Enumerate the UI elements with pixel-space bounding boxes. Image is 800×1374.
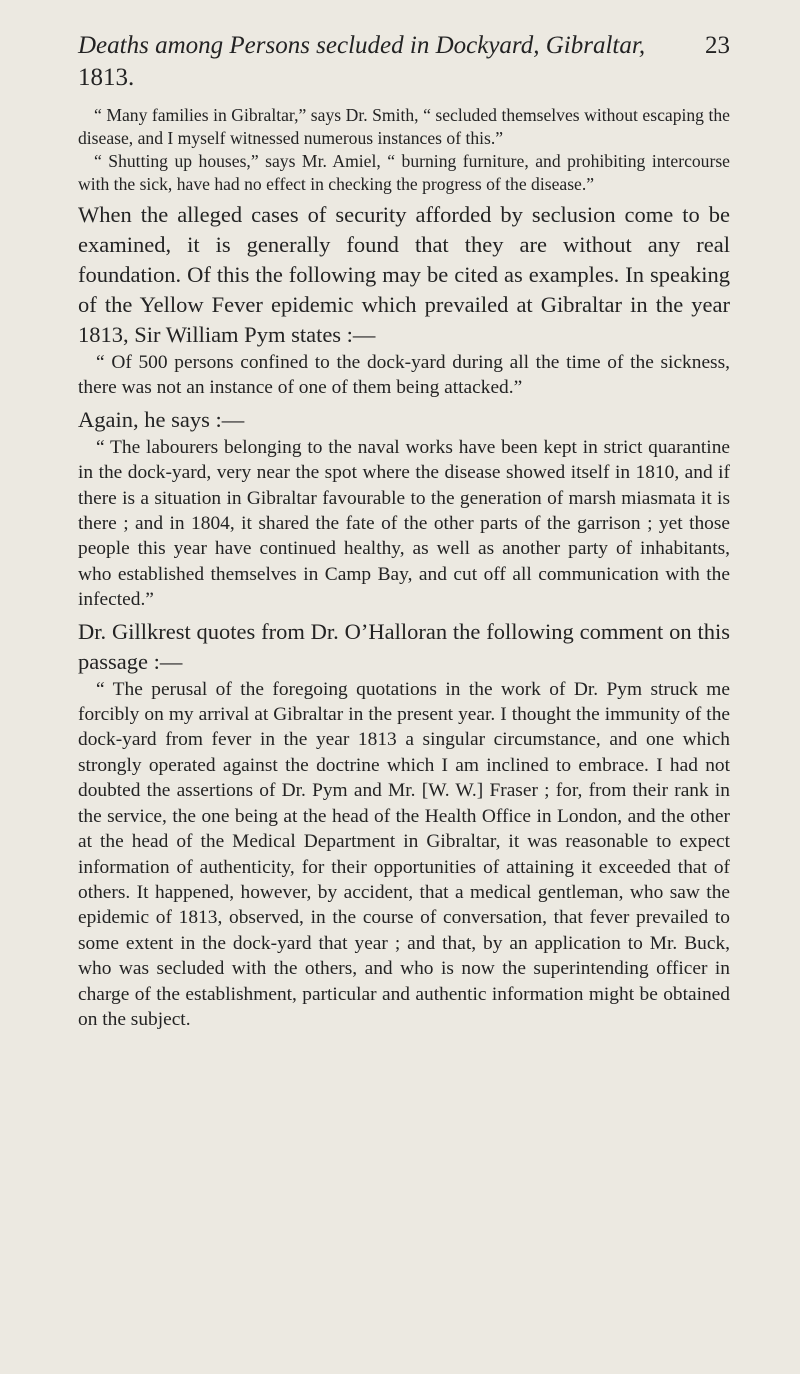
page-number: 23 <box>705 32 730 59</box>
running-header <box>78 30 730 94</box>
body-paragraph-seclusion: When the alleged cases of security afforded by seclusion come to be examined, it is generally found that they are without any real foundation. Of this the following may be cited as examples. In speaking of the Yellow Fever epidemic which prevailed at Gibraltar in the year 1813, Sir William Pym states :— <box>78 202 730 347</box>
quote-smith: “ Many families in Gibraltar,” says Dr. Smith, “ secluded themselves without escaping the disease, and I myself witnessed numerous instances of this.” <box>78 105 730 148</box>
quote-amiel: “ Shutting up houses,” says Mr. Amiel, “ burning furniture, and prohibiting intercourse with the sick, have had no effect in checking the progress of the disease.” <box>78 151 730 194</box>
running-title: Deaths among Persons secluded in Dockyard, Gibraltar, <box>78 32 646 59</box>
body-paragraph-gillkrest: Dr. Gillkrest quotes from Dr. O’Halloran the following comment on this passage :— <box>78 618 730 674</box>
quote-pym-labourers: “ The labourers belonging to the naval works have been kept in strict quarantine in the dock-yard, very near the spot where the disease showed itself in 1810, and if there is a situation in Gibraltar favourable to the generation of marsh miasmata it is there ; and in 1804, it shared the fate of the other parts of the garrison ; yet those people this year have continued healthy, as well as another party of inhabitants, who established themselves in Camp Bay, and cut off all communication with the infected.” <box>78 436 730 611</box>
quote-pym-500-persons: “ Of 500 persons confined to the dock-yard during all the time of the sickness, there was not an instance of one of them being attacked.” <box>78 352 730 399</box>
body-paragraph-again: Again, he says :— <box>78 406 245 432</box>
quote-ohalloran: “ The perusal of the foregoing quotations in the work of Dr. Pym struck me forcibly on my arrival at Gibraltar in the present year. I thought the immunity of the dock-yard from fever in the year 1813 a singular circumstance, and one which strongly operated against the doctrine which I am inclined to embrace. I had not doubted the assertions of Dr. Pym and Mr. [W. W.] Fraser ; for, from their rank in the service, the one being at the head of the Health Office in London, and the other at the head of the Medical Department in Gibraltar, it was reasonable to expect information of authenticity, for their opportunities of attaining it exceeded that of others. It happened, however, by accident, that a medical gentleman, who saw the epidemic of 1813, observed, in the course of conversation, that fever prevailed to some extent in the dock-yard that year ; and that, by an application to Mr. Buck, who was secluded with the others, and who is now the superintending officer in charge of the establishment, particular and authentic information might be obtained on the subject. <box>78 678 730 1030</box>
running-year: 1813. <box>78 64 135 91</box>
